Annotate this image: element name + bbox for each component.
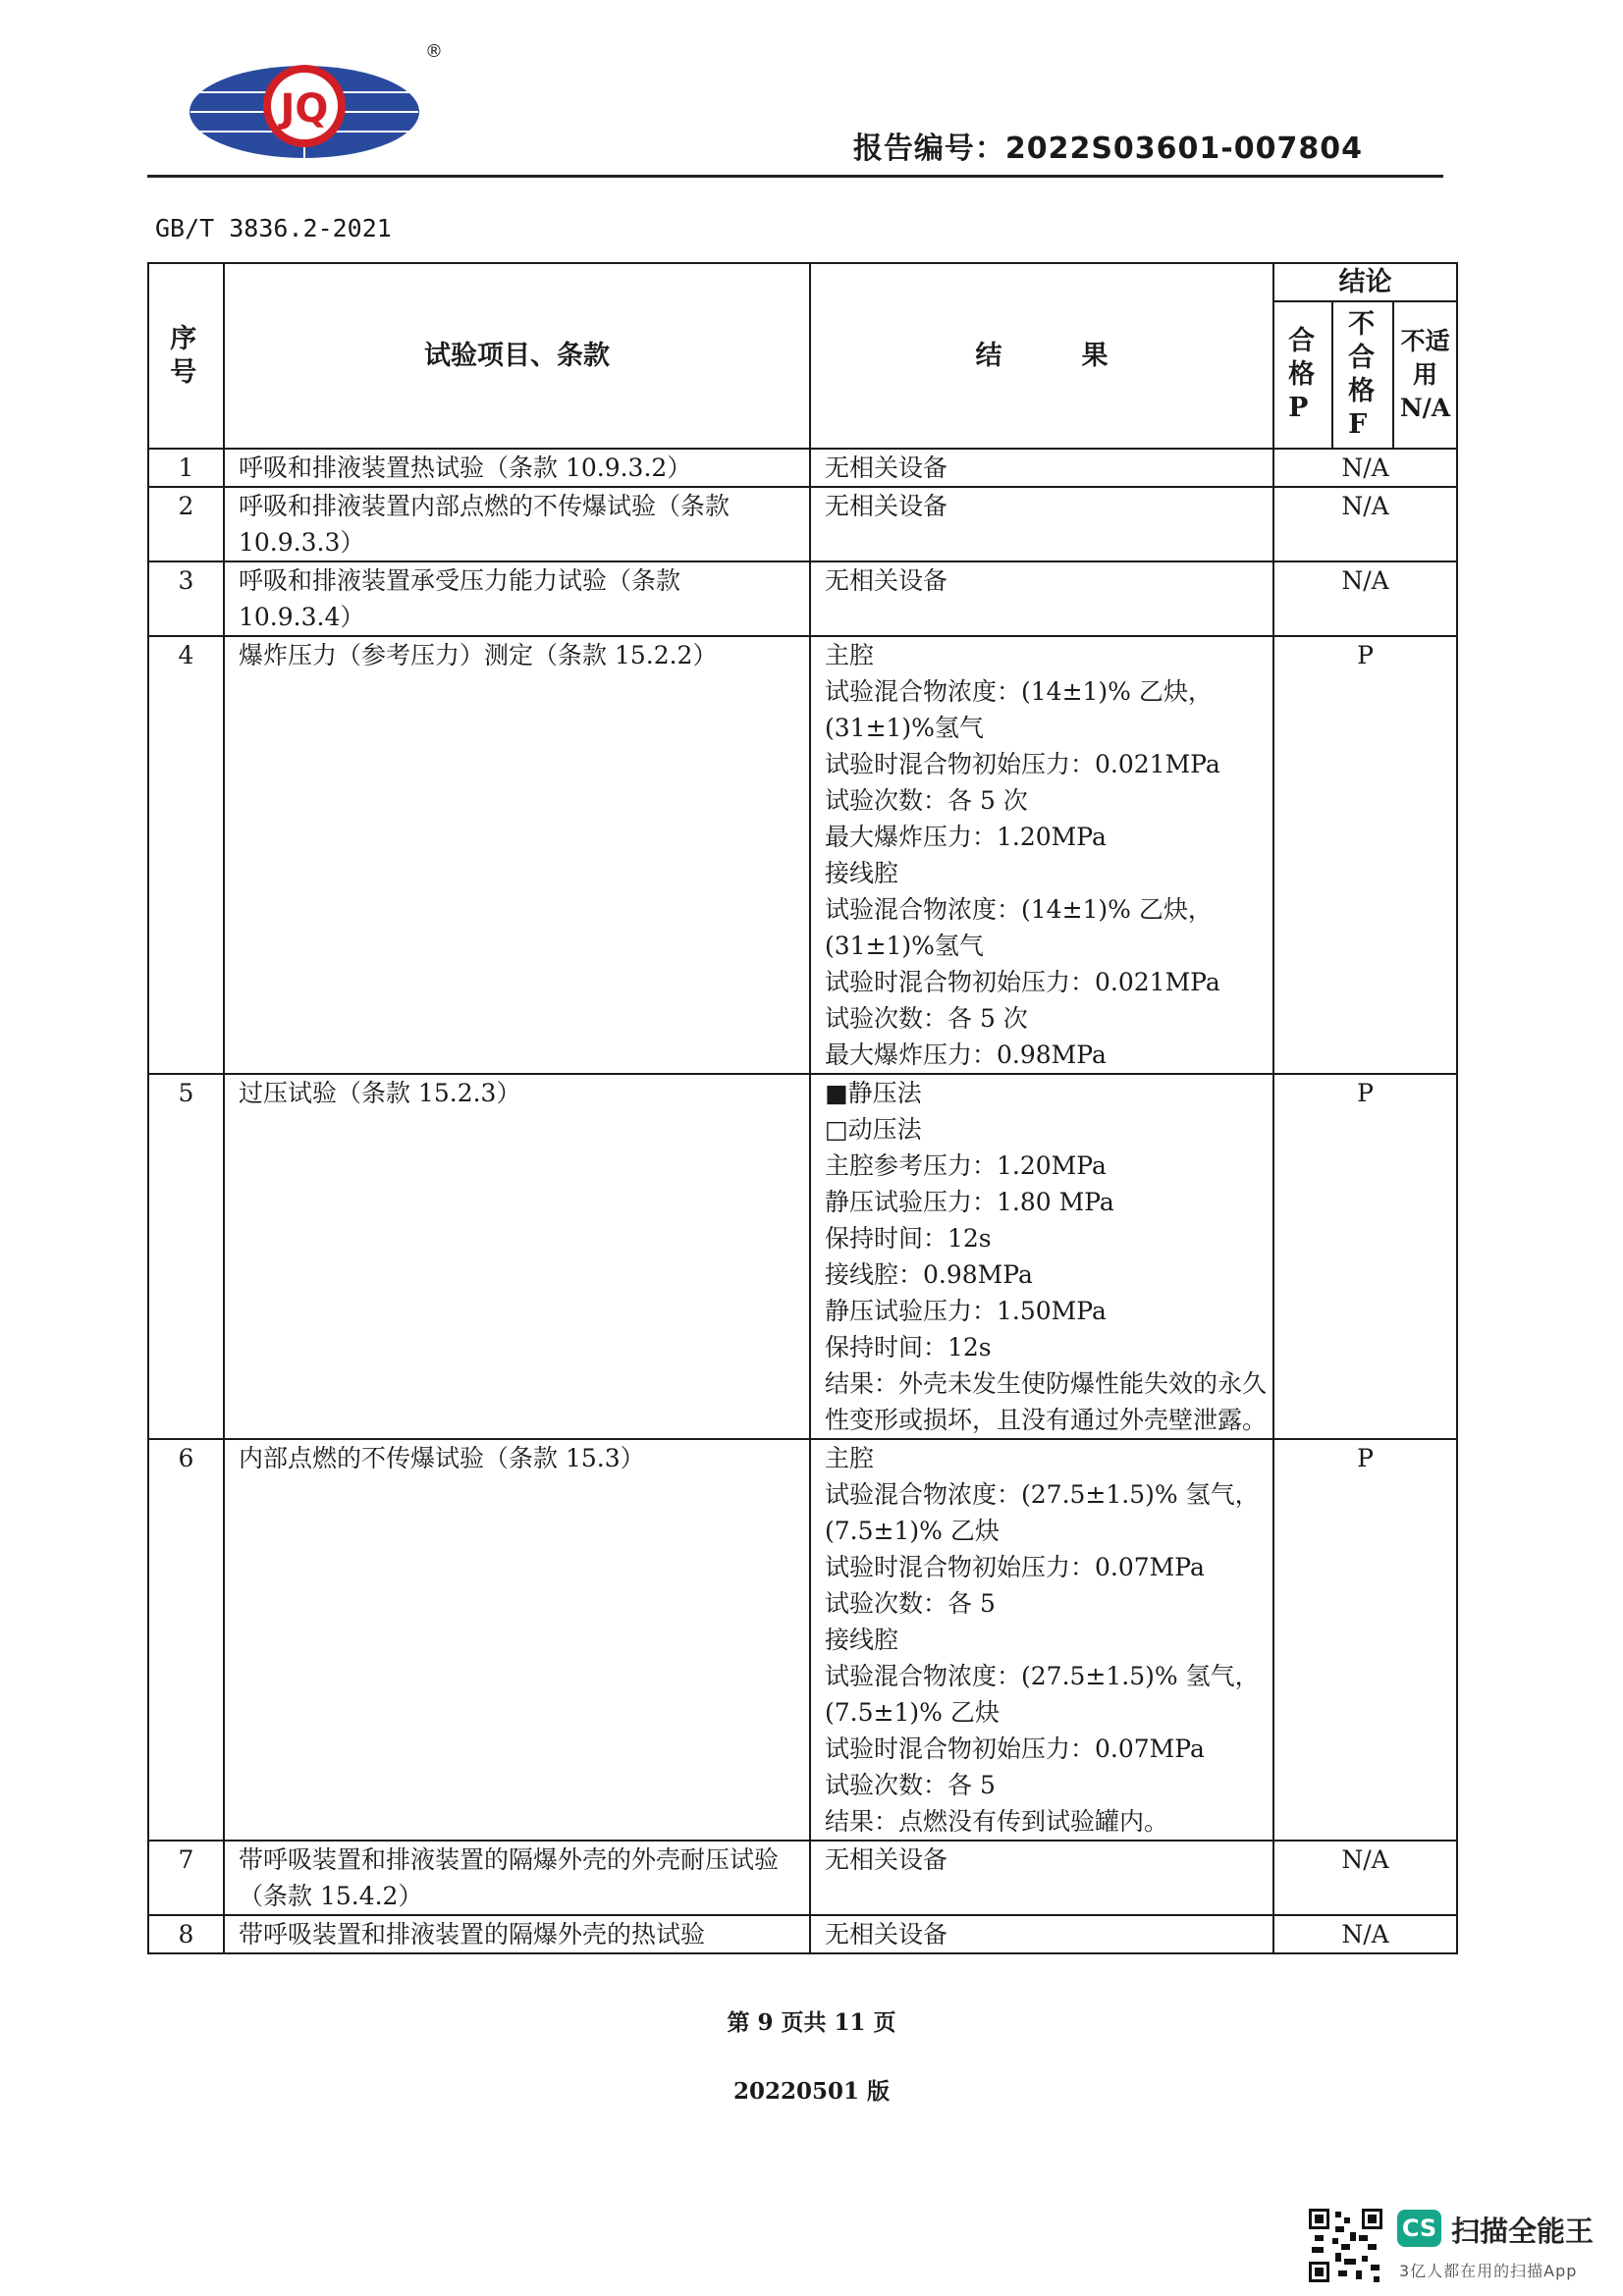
conclusion-cell: N/A — [1273, 1841, 1457, 1915]
page-number: 第 9 页共 11 页 — [727, 2009, 896, 2036]
header-result: 结 果 — [810, 263, 1273, 449]
table-row: 1 呼吸和排液装置热试验（条款 10.9.3.2） 无相关设备 N/A — [148, 449, 1457, 487]
svg-text:JQ: JQ — [280, 86, 329, 132]
table-row: 5 过压试验（条款 15.2.3） ■静压法 □动压法 主腔参考压力：1.20MPa 静压试验压力：1.80 MPa 保持时间：12s 接线腔：0.98MPa 静压试验压力：1.50MPa 保持时间：12s 结果：外壳未发生使防爆性能失效的永久性变形或损坏，且没有通过外壳壁泄露。 P — [148, 1074, 1457, 1439]
svg-text:®: ® — [425, 41, 443, 62]
test-results-table — [147, 262, 1458, 1954]
header-conclusion: 结论 — [1273, 263, 1457, 301]
table-row: 7 带呼吸装置和排液装置的隔爆外壳的外壳耐压试验（条款 15.4.2） 无相关设备 N/A — [148, 1841, 1457, 1915]
header-na: 不适用N/A — [1393, 301, 1457, 449]
header-pass: 合格P — [1273, 301, 1332, 449]
table-row: 3 呼吸和排液装置承受压力能力试验（条款 10.9.3.4） 无相关设备 N/A — [148, 561, 1457, 636]
table-row: 2 呼吸和排液装置内部点燃的不传爆试验（条款 10.9.3.3） 无相关设备 N/A — [148, 487, 1457, 561]
standard-code: GB/T 3836.2-2021 — [155, 214, 392, 242]
version-label: 20220501 版 — [732, 2078, 891, 2105]
camscanner-name: 扫描全能王 — [1451, 2215, 1595, 2248]
company-logo — [177, 33, 452, 181]
table-row: 6 内部点燃的不传爆试验（条款 15.3） 主腔 试验混合物浓度：(27.5±1.5)% 氢气，(7.5±1)% 乙炔 试验时混合物初始压力：0.07MPa 试验次数：各 5 接线腔 试验混合物浓度：(27.5±1.5)% 氢气，(7.5±1)% 乙炔 试验时混合物初始压力：0.07MPa 试验次数：各 5 结果：点燃没有传到试验罐内。 P — [148, 1439, 1457, 1841]
table-row: 4 爆炸压力（参考压力）测定（条款 15.2.2） 主腔 试验混合物浓度：(14±1)% 乙炔，(31±1)%氢气 试验时混合物初始压力：0.021MPa 试验次数：各 5 次 最大爆炸压力：1.20MPa 接线腔 试验混合物浓度：(14±1)% 乙炔，(31±1)%氢气 试验时混合物初始压力：0.021MPa 试验次数：各 5 次 最大爆炸压力：0.98MPa P — [148, 636, 1457, 1074]
header-divider — [147, 175, 1443, 178]
camscanner-logo: CS — [1397, 2210, 1441, 2247]
report-number: 报告编号：2022S03601-007804 — [852, 132, 1363, 166]
camscanner-tagline: 3亿人都在用的扫描App — [1399, 2262, 1578, 2280]
conclusion-cell: N/A — [1273, 561, 1457, 636]
conclusion-cell: P — [1273, 636, 1457, 1074]
conclusion-cell: N/A — [1273, 487, 1457, 561]
conclusion-cell: P — [1273, 1074, 1457, 1439]
conclusion-cell: P — [1273, 1439, 1457, 1841]
header-item: 试验项目、条款 — [224, 263, 810, 449]
header-no: 序号 — [148, 263, 224, 449]
header-fail: 不合格F — [1332, 301, 1393, 449]
conclusion-cell: N/A — [1273, 449, 1457, 487]
table-row: 8 带呼吸装置和排液装置的隔爆外壳的热试验 无相关设备 N/A — [148, 1915, 1457, 1953]
qr-code-icon — [1309, 2209, 1382, 2282]
conclusion-cell: N/A — [1273, 1915, 1457, 1953]
